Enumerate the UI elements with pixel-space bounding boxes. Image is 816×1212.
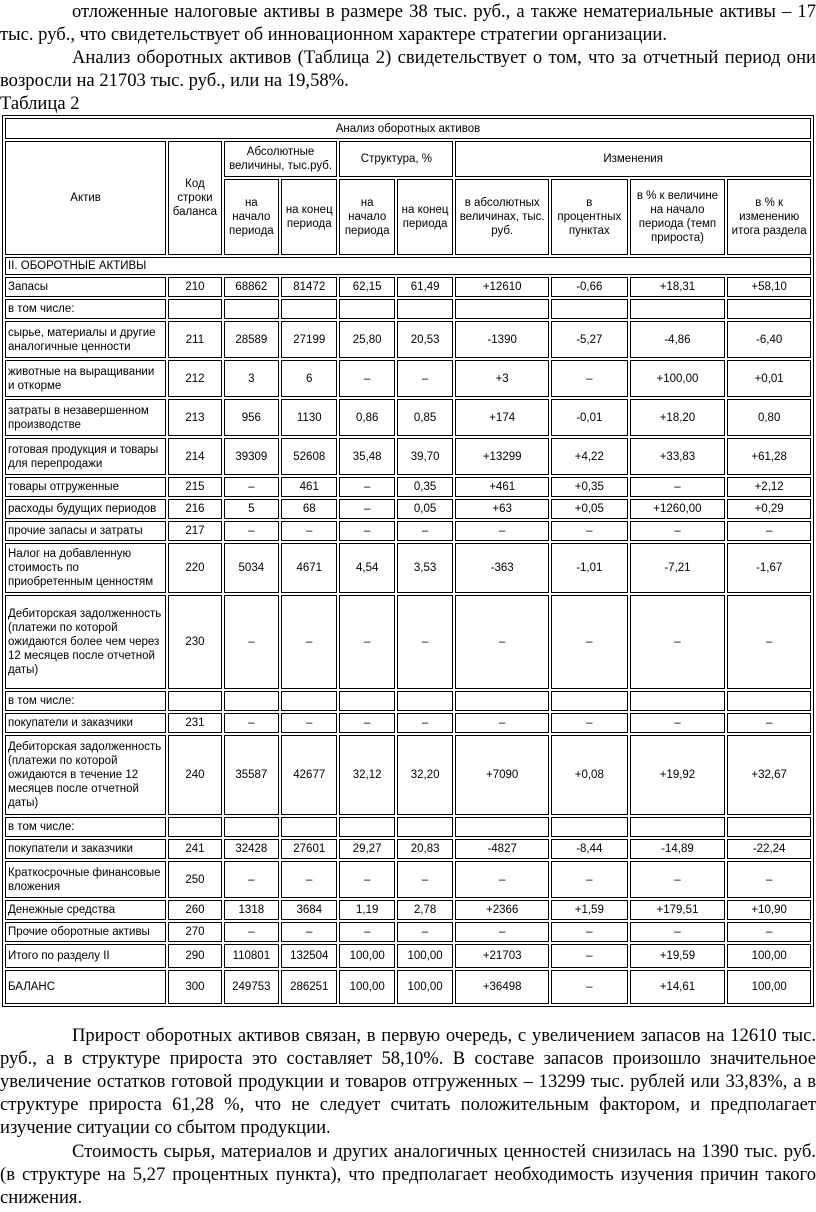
table-body (5, 257, 811, 1004)
row-value: 1,19 (339, 900, 394, 920)
row-value: 5034 (224, 543, 279, 593)
row-value: +2,12 (727, 477, 811, 497)
outro-paragraph-1: Прирост оборотных активов связан, в первую очередь, с увеличением запасов на 12610 тыс. руб., а в структуре прироста это составляет 58,10%. В составе запасов произошло значительное увеличение остатков готовой продукции и товаров отгруженных – 13299 тыс. рублей или 33,83%, а в структуре прироста 61,28 %, что не следует считать положительным фактором, и предполагает изучение ситуации со сбытом продукции. (0, 1025, 816, 1138)
header-struct-start: на начало периода (339, 179, 394, 255)
row-value (397, 299, 453, 319)
row-value (397, 691, 453, 711)
table-row (5, 839, 811, 859)
row-value: – (630, 922, 726, 942)
row-value: – (224, 861, 279, 898)
row-value: +0,35 (551, 477, 628, 497)
row-value: 4671 (281, 543, 337, 593)
row-value: – (339, 499, 394, 519)
table-row (5, 543, 811, 593)
row-value: 3684 (281, 900, 337, 920)
row-value: +0,05 (551, 499, 628, 519)
table-row (5, 713, 811, 733)
intro-paragraph-1: отложенные налоговые активы в размере 38 тыс. руб., а также нематериальные активы – 17 тыс. руб., что свидетельствует об инновационном характере стратегии организации. (0, 1, 816, 45)
row-code: 212 (168, 360, 221, 397)
table-title: Анализ оборотных активов (5, 118, 811, 139)
row-value: -1,67 (727, 543, 811, 593)
header-change-absolute: в абсолютных величинах, тыс. руб. (455, 179, 549, 255)
row-value: +19,92 (630, 735, 726, 815)
row-code: 220 (168, 543, 221, 593)
table-caption: Таблица 2 (0, 93, 80, 114)
row-value: 81472 (281, 277, 337, 297)
row-value (630, 691, 726, 711)
row-value: – (224, 521, 279, 541)
table-row (5, 735, 811, 815)
row-value: -8,44 (551, 839, 628, 859)
header-absolute: Абсолютные величины, тыс.руб. (224, 141, 338, 177)
row-value: 20,53 (397, 321, 453, 358)
table-row (5, 438, 811, 475)
row-value: 68 (281, 499, 337, 519)
row-value (551, 817, 628, 837)
row-value: – (339, 595, 394, 689)
table-row (5, 817, 811, 837)
row-value: – (339, 922, 394, 942)
row-code: 216 (168, 499, 221, 519)
row-value: 0,86 (339, 399, 394, 436)
row-asset-name: расходы будущих периодов (5, 499, 166, 519)
row-value: – (727, 595, 811, 689)
row-value: +7090 (455, 735, 549, 815)
row-value: 27601 (281, 839, 337, 859)
row-value: – (339, 521, 394, 541)
row-value: +36498 (455, 970, 549, 1004)
row-value: 1130 (281, 399, 337, 436)
row-value: +14,61 (630, 970, 726, 1004)
row-value: 286251 (281, 970, 337, 1004)
row-value: 110801 (224, 944, 279, 968)
row-asset-name: животные на выращивании и откорме (5, 360, 166, 397)
row-value: 0,05 (397, 499, 453, 519)
section-heading: II. ОБОРОТНЫЕ АКТИВЫ (5, 257, 811, 275)
row-value: 100,00 (339, 944, 394, 968)
row-value: – (224, 713, 279, 733)
row-value (727, 691, 811, 711)
row-value: – (630, 477, 726, 497)
row-value: 25,80 (339, 321, 394, 358)
row-value: – (224, 922, 279, 942)
row-value: -14,89 (630, 839, 726, 859)
row-asset-name: сырье, материалы и другие аналогичные ценности (5, 321, 166, 358)
table-row (5, 299, 811, 319)
row-value: 61,49 (397, 277, 453, 297)
row-value: 52608 (281, 438, 337, 475)
row-value: 32428 (224, 839, 279, 859)
row-value: +63 (455, 499, 549, 519)
row-value: – (397, 595, 453, 689)
row-value: 100,00 (727, 970, 811, 1004)
row-value: – (551, 713, 628, 733)
header-code: Код строки баланса (168, 141, 221, 255)
row-asset-name: Прочие оборотные активы (5, 922, 166, 942)
row-value: 100,00 (339, 970, 394, 1004)
row-value: – (224, 477, 279, 497)
row-value: 35,48 (339, 438, 394, 475)
row-value: – (397, 713, 453, 733)
table-row (5, 499, 811, 519)
row-code: 250 (168, 861, 221, 898)
row-asset-name: Итого по разделу II (5, 944, 166, 968)
row-value: -1,01 (551, 543, 628, 593)
row-asset-name: покупатели и заказчики (5, 839, 166, 859)
header-abs-end: на конец периода (281, 179, 337, 255)
row-value: 0,85 (397, 399, 453, 436)
header-change-growth-rate: в % к величине на начало периода (темп прироста) (630, 179, 726, 255)
row-value (281, 817, 337, 837)
row-value: – (455, 595, 549, 689)
row-asset-name: в том числе: (5, 817, 166, 837)
row-value (224, 817, 279, 837)
row-value (455, 691, 549, 711)
row-asset-name: Запасы (5, 277, 166, 297)
row-value: 4,54 (339, 543, 394, 593)
row-value: – (727, 521, 811, 541)
header-asset: Актив (5, 141, 166, 255)
row-value: -4,86 (630, 321, 726, 358)
row-value: +19,59 (630, 944, 726, 968)
row-value: 956 (224, 399, 279, 436)
table-row (5, 321, 811, 358)
row-code (168, 299, 221, 319)
row-value: 39309 (224, 438, 279, 475)
row-code (168, 817, 221, 837)
row-value: – (339, 861, 394, 898)
row-code: 260 (168, 900, 221, 920)
row-value: -4827 (455, 839, 549, 859)
current-assets-table (2, 115, 814, 1007)
row-value: 6 (281, 360, 337, 397)
row-value: +12610 (455, 277, 549, 297)
table-row (5, 521, 811, 541)
row-value (224, 691, 279, 711)
row-value: – (281, 595, 337, 689)
header-change-share-of-total: в % к изменению итога раздела (727, 179, 811, 255)
row-value: – (551, 861, 628, 898)
row-value (339, 817, 394, 837)
row-value: – (339, 713, 394, 733)
table-row (5, 944, 811, 968)
header-struct-end: на конец периода (397, 179, 453, 255)
row-value (455, 299, 549, 319)
row-value: – (630, 713, 726, 733)
row-value: 39,70 (397, 438, 453, 475)
row-value: 100,00 (397, 944, 453, 968)
row-value: +33,83 (630, 438, 726, 475)
row-value: 3 (224, 360, 279, 397)
row-value (281, 299, 337, 319)
row-code: 215 (168, 477, 221, 497)
row-value: – (281, 861, 337, 898)
row-value (281, 691, 337, 711)
row-asset-name: Краткосрочные финансовые вложения (5, 861, 166, 898)
row-value: +4,22 (551, 438, 628, 475)
table-row (5, 922, 811, 942)
row-asset-name: Дебиторская задолженность (платежи по которой ожидаются в течение 12 месяцев после отчетной даты) (5, 735, 166, 815)
row-value: – (551, 595, 628, 689)
row-value: -0,66 (551, 277, 628, 297)
row-value: +0,29 (727, 499, 811, 519)
row-value: -6,40 (727, 321, 811, 358)
row-value: +2366 (455, 900, 549, 920)
row-code: 270 (168, 922, 221, 942)
row-value: – (281, 713, 337, 733)
row-value: – (397, 521, 453, 541)
row-value: 249753 (224, 970, 279, 1004)
row-asset-name: готовая продукция и товары для перепродажи (5, 438, 166, 475)
row-value: -363 (455, 543, 549, 593)
row-value: +174 (455, 399, 549, 436)
row-value: 32,12 (339, 735, 394, 815)
row-value: 20,83 (397, 839, 453, 859)
row-code (168, 691, 221, 711)
row-value: +0,01 (727, 360, 811, 397)
row-value: – (727, 713, 811, 733)
table-row (5, 399, 811, 436)
row-value: 1318 (224, 900, 279, 920)
row-value: – (727, 861, 811, 898)
row-value: 461 (281, 477, 337, 497)
table-row (5, 595, 811, 689)
row-value: 0,35 (397, 477, 453, 497)
row-asset-name: прочие запасы и затраты (5, 521, 166, 541)
row-value: – (397, 861, 453, 898)
row-value: 32,20 (397, 735, 453, 815)
row-value: 100,00 (727, 944, 811, 968)
row-code: 240 (168, 735, 221, 815)
row-value: 100,00 (397, 970, 453, 1004)
row-value: 29,27 (339, 839, 394, 859)
table-row (5, 691, 811, 711)
row-code: 241 (168, 839, 221, 859)
row-asset-name: БАЛАНС (5, 970, 166, 1004)
row-value: – (281, 521, 337, 541)
row-value: – (551, 360, 628, 397)
row-value: +58,10 (727, 277, 811, 297)
row-value (727, 299, 811, 319)
row-value: – (339, 360, 394, 397)
row-value: – (455, 713, 549, 733)
row-code: 217 (168, 521, 221, 541)
row-value: – (455, 861, 549, 898)
row-code: 213 (168, 399, 221, 436)
header-abs-start: на начало периода (224, 179, 279, 255)
row-value: +18,31 (630, 277, 726, 297)
outro-paragraph-2: Стоимость сырья, материалов и других аналогичных ценностей снизилась на 1390 тыс. руб. (в структуре на 5,27 процентных пункта), что предполагает необходимость изучения причин такого снижения. (0, 1141, 816, 1208)
row-value: 132504 (281, 944, 337, 968)
row-value (339, 691, 394, 711)
row-value (630, 299, 726, 319)
row-value: – (455, 521, 549, 541)
row-value: +1,59 (551, 900, 628, 920)
row-code: 230 (168, 595, 221, 689)
row-value: – (551, 521, 628, 541)
row-value: +10,90 (727, 900, 811, 920)
row-value: – (397, 922, 453, 942)
row-value: – (339, 477, 394, 497)
row-value: – (397, 360, 453, 397)
row-value (727, 817, 811, 837)
row-value: +13299 (455, 438, 549, 475)
table-row (5, 477, 811, 497)
row-code: 211 (168, 321, 221, 358)
row-asset-name: в том числе: (5, 299, 166, 319)
row-value: 68862 (224, 277, 279, 297)
row-asset-name: затраты в незавершенном производстве (5, 399, 166, 436)
header-structure: Структура, % (339, 141, 453, 177)
row-value: +21703 (455, 944, 549, 968)
row-value: -1390 (455, 321, 549, 358)
row-value: +461 (455, 477, 549, 497)
row-value: – (551, 922, 628, 942)
row-value: – (630, 861, 726, 898)
row-value: +179,51 (630, 900, 726, 920)
row-value (224, 299, 279, 319)
row-value: – (630, 521, 726, 541)
row-code: 300 (168, 970, 221, 1004)
row-value: -7,21 (630, 543, 726, 593)
table-row (5, 970, 811, 1004)
row-value: – (455, 922, 549, 942)
row-asset-name: Налог на добавленную стоимость по приобретенным ценностям (5, 543, 166, 593)
row-asset-name: товары отгруженные (5, 477, 166, 497)
row-value: +3 (455, 360, 549, 397)
header-changes: Изменения (455, 141, 811, 177)
row-value (630, 817, 726, 837)
row-asset-name: покупатели и заказчики (5, 713, 166, 733)
row-value: 62,15 (339, 277, 394, 297)
row-asset-name: Дебиторская задолженность (платежи по которой ожидаются более чем через 12 месяцев после отчетной даты) (5, 595, 166, 689)
row-code: 290 (168, 944, 221, 968)
row-value: +0,08 (551, 735, 628, 815)
row-value (339, 299, 394, 319)
row-asset-name: Денежные средства (5, 900, 166, 920)
row-value: – (551, 970, 628, 1004)
header-change-points: в процентных пунктах (551, 179, 628, 255)
table-row (5, 360, 811, 397)
row-code: 210 (168, 277, 221, 297)
row-value (397, 817, 453, 837)
row-value: 0,80 (727, 399, 811, 436)
row-value: – (727, 922, 811, 942)
row-value (551, 299, 628, 319)
row-value: -22,24 (727, 839, 811, 859)
row-value: 5 (224, 499, 279, 519)
row-value: 35587 (224, 735, 279, 815)
intro-paragraph-2: Анализ оборотных активов (Таблица 2) свидетельствует о том, что за отчетный период они возросли на 21703 тыс. руб., или на 19,58%. (0, 47, 816, 91)
row-value: 28589 (224, 321, 279, 358)
row-value: -0,01 (551, 399, 628, 436)
row-asset-name: в том числе: (5, 691, 166, 711)
row-value: +1260,00 (630, 499, 726, 519)
row-value: +18,20 (630, 399, 726, 436)
row-value: – (281, 922, 337, 942)
row-value: 27199 (281, 321, 337, 358)
row-value: 2,78 (397, 900, 453, 920)
row-code: 231 (168, 713, 221, 733)
row-value: +61,28 (727, 438, 811, 475)
row-value: 42677 (281, 735, 337, 815)
row-value (455, 817, 549, 837)
row-code: 214 (168, 438, 221, 475)
row-value (551, 691, 628, 711)
row-value: -5,27 (551, 321, 628, 358)
row-value: – (551, 944, 628, 968)
row-value: – (630, 595, 726, 689)
table-row (5, 900, 811, 920)
row-value: +100,00 (630, 360, 726, 397)
row-value: – (224, 595, 279, 689)
table-row (5, 277, 811, 297)
table-row (5, 861, 811, 898)
row-value: 3,53 (397, 543, 453, 593)
row-value: +32,67 (727, 735, 811, 815)
